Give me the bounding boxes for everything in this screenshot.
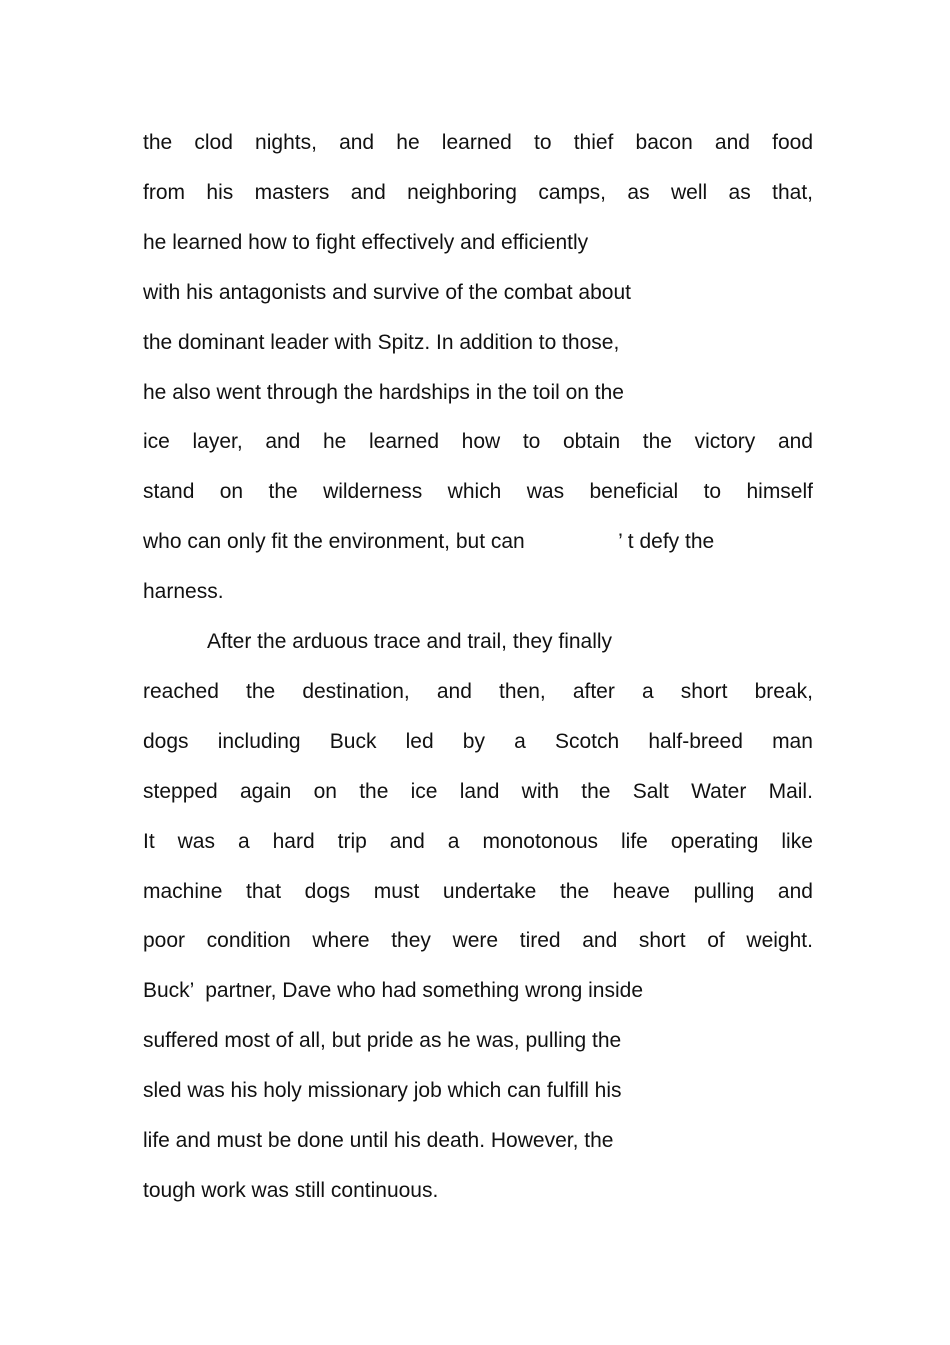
text-line: life and must be done until his death. However, the bbox=[143, 1129, 614, 1152]
word: the bbox=[359, 780, 389, 803]
word: neighboring bbox=[407, 181, 517, 204]
word: dogs bbox=[143, 730, 189, 753]
text-line bbox=[143, 427, 813, 457]
word: and bbox=[714, 131, 750, 154]
word: Scotch bbox=[554, 730, 620, 753]
word: his bbox=[206, 181, 234, 204]
text-line bbox=[143, 727, 813, 757]
word: weight. bbox=[746, 929, 813, 952]
word: and bbox=[436, 680, 472, 703]
word: how bbox=[461, 430, 501, 453]
word: including bbox=[217, 730, 301, 753]
word: hard bbox=[272, 830, 315, 853]
word: Water bbox=[691, 780, 747, 803]
word: and bbox=[582, 929, 618, 952]
word: that, bbox=[772, 181, 813, 204]
word: destination, bbox=[302, 680, 410, 703]
word: learned bbox=[368, 430, 440, 453]
word: poor bbox=[143, 929, 186, 952]
text-line: who can only fit the environment, but can ’ t defy the bbox=[143, 530, 715, 553]
word: victory bbox=[694, 430, 756, 453]
word: short bbox=[680, 680, 728, 703]
word: and bbox=[265, 430, 301, 453]
word: like bbox=[781, 830, 813, 853]
word: dogs bbox=[304, 880, 351, 903]
word: reached bbox=[143, 680, 219, 703]
word: land bbox=[459, 780, 500, 803]
word: stepped bbox=[143, 780, 218, 803]
word: Salt bbox=[632, 780, 669, 803]
word: himself bbox=[746, 480, 813, 503]
word: short bbox=[638, 929, 686, 952]
text-line bbox=[143, 677, 813, 707]
word: a bbox=[514, 730, 526, 753]
word: again bbox=[239, 780, 292, 803]
word: must bbox=[373, 880, 420, 903]
word: man bbox=[772, 730, 813, 753]
word: a bbox=[447, 830, 460, 853]
word: they bbox=[391, 929, 431, 952]
word: from bbox=[143, 181, 185, 204]
word: bacon bbox=[635, 131, 693, 154]
word: and bbox=[350, 181, 386, 204]
text-line: sled was his holy missionary job which can fulfill his bbox=[143, 1079, 622, 1102]
word: camps, bbox=[538, 181, 606, 204]
text-line: with his antagonists and survive of the combat about bbox=[143, 281, 631, 304]
word: pulling bbox=[693, 880, 755, 903]
word: after bbox=[572, 680, 615, 703]
word: Buck bbox=[329, 730, 377, 753]
text-line: he learned how to fight effectively and efficiently bbox=[143, 231, 589, 254]
word: operating bbox=[670, 830, 759, 853]
text-line bbox=[143, 926, 813, 956]
word: of bbox=[707, 929, 725, 952]
text-line: tough work was still continuous. bbox=[143, 1179, 439, 1202]
word: wilderness bbox=[323, 480, 423, 503]
word: a bbox=[641, 680, 654, 703]
word: the bbox=[246, 680, 276, 703]
word: to bbox=[534, 131, 552, 154]
word: It bbox=[143, 830, 155, 853]
word: monotonous bbox=[482, 830, 599, 853]
word: undertake bbox=[442, 880, 537, 903]
word: learned bbox=[441, 131, 512, 154]
word: was bbox=[177, 830, 215, 853]
text-line bbox=[143, 477, 813, 507]
word: as bbox=[627, 181, 650, 204]
text-line: he also went through the hardships in the toil on the bbox=[143, 381, 624, 404]
word: layer, bbox=[192, 430, 243, 453]
word: by bbox=[462, 730, 485, 753]
word: Mail. bbox=[768, 780, 813, 803]
word: that bbox=[246, 880, 282, 903]
word: a bbox=[237, 830, 250, 853]
text-line: the dominant leader with Spitz. In addition to those, bbox=[143, 331, 620, 354]
word: beneficial bbox=[589, 480, 679, 503]
word: clod bbox=[194, 131, 233, 154]
word: half-breed bbox=[648, 730, 743, 753]
word: heave bbox=[612, 880, 670, 903]
word: condition bbox=[206, 929, 291, 952]
word: the bbox=[642, 430, 672, 453]
word: as bbox=[728, 181, 751, 204]
word: was bbox=[526, 480, 565, 503]
word: and bbox=[339, 131, 375, 154]
word: he bbox=[322, 430, 347, 453]
word: led bbox=[405, 730, 434, 753]
word: to bbox=[522, 430, 541, 453]
text-line: Buck’ partner, Dave who had something wrong inside bbox=[143, 979, 644, 1002]
word: ice bbox=[410, 780, 438, 803]
word: machine bbox=[143, 880, 223, 903]
word: where bbox=[312, 929, 370, 952]
word: and bbox=[777, 880, 813, 903]
text-line bbox=[143, 827, 813, 857]
word: tired bbox=[519, 929, 561, 952]
word: the bbox=[143, 131, 173, 154]
word: food bbox=[772, 131, 813, 154]
word: well bbox=[670, 181, 708, 204]
text-line bbox=[143, 178, 813, 208]
word: the bbox=[559, 880, 590, 903]
word: trip bbox=[337, 830, 367, 853]
word: nights, bbox=[255, 131, 317, 154]
word: stand bbox=[143, 480, 195, 503]
word: to bbox=[703, 480, 722, 503]
word: obtain bbox=[562, 430, 621, 453]
word: which bbox=[447, 480, 502, 503]
word: life bbox=[621, 830, 648, 853]
word: were bbox=[452, 929, 499, 952]
word: the bbox=[581, 780, 611, 803]
text-line: harness. bbox=[143, 580, 224, 603]
word: and bbox=[777, 430, 813, 453]
word: masters bbox=[254, 181, 330, 204]
text-line bbox=[143, 777, 813, 807]
word: and bbox=[389, 830, 425, 853]
word: on bbox=[219, 480, 244, 503]
word: on bbox=[313, 780, 337, 803]
text-line bbox=[143, 877, 813, 907]
text-line: After the arduous trace and trail, they finally bbox=[207, 630, 613, 653]
word: ice bbox=[143, 430, 170, 453]
word: with bbox=[521, 780, 560, 803]
word: he bbox=[396, 131, 420, 154]
text-line: suffered most of all, but pride as he was, pulling the bbox=[143, 1029, 622, 1052]
text-line bbox=[143, 128, 813, 158]
word: then, bbox=[499, 680, 546, 703]
word: break, bbox=[754, 680, 813, 703]
word: the bbox=[268, 480, 298, 503]
word: thief bbox=[573, 131, 614, 154]
